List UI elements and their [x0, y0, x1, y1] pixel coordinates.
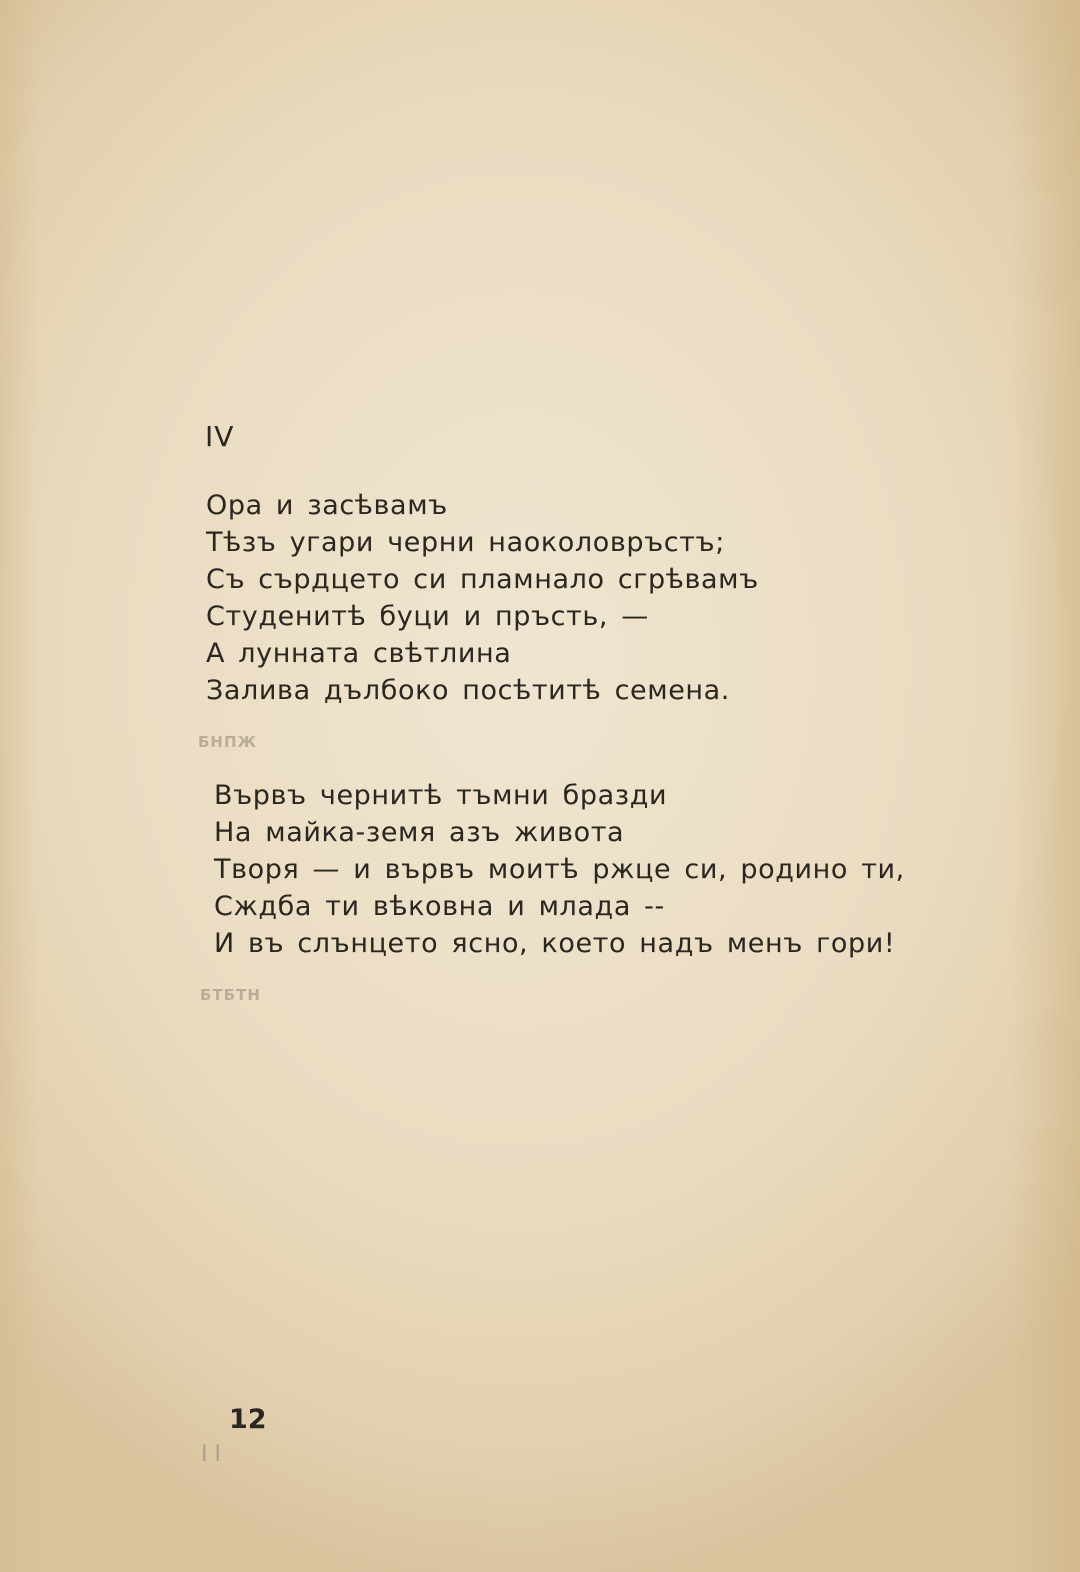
page-shadow-left: [0, 0, 40, 1572]
verse-line: Сждба ти вѣковна и млада --: [214, 891, 665, 922]
verse-line: Тѣзъ угари черни наоколовръстъ;: [206, 527, 725, 558]
stanza-2: [214, 777, 905, 962]
page-shadow-right: [1010, 0, 1080, 1572]
verse-line: И въ слънцето ясно, което надъ менъ гори!: [214, 928, 896, 959]
verse-line: Творя — и вървъ моитѣ ржце си, родино ти,: [214, 854, 905, 885]
verse-line: Залива дълбоко посѣтитѣ семена.: [206, 675, 730, 706]
verse-line: Ора и засѣвамъ: [206, 490, 448, 521]
library-stamp: БНПЖ: [198, 733, 257, 751]
verse-line: Студенитѣ буци и пръсть, —: [206, 601, 649, 632]
section-numeral: IV: [205, 420, 235, 453]
signature-mark: I I: [201, 1442, 221, 1467]
library-stamp: БТБТН: [200, 986, 261, 1004]
verse-line: Вървъ чернитѣ тъмни бразди: [214, 780, 668, 811]
page-number: 12: [229, 1404, 267, 1435]
stanza-1: [206, 487, 759, 709]
verse-line: А лунната свѣтлина: [206, 638, 512, 669]
verse-line: Съ сърдцето си пламнало сгрѣвамъ: [206, 564, 759, 595]
verse-line: На майка-земя азъ живота: [214, 817, 625, 848]
